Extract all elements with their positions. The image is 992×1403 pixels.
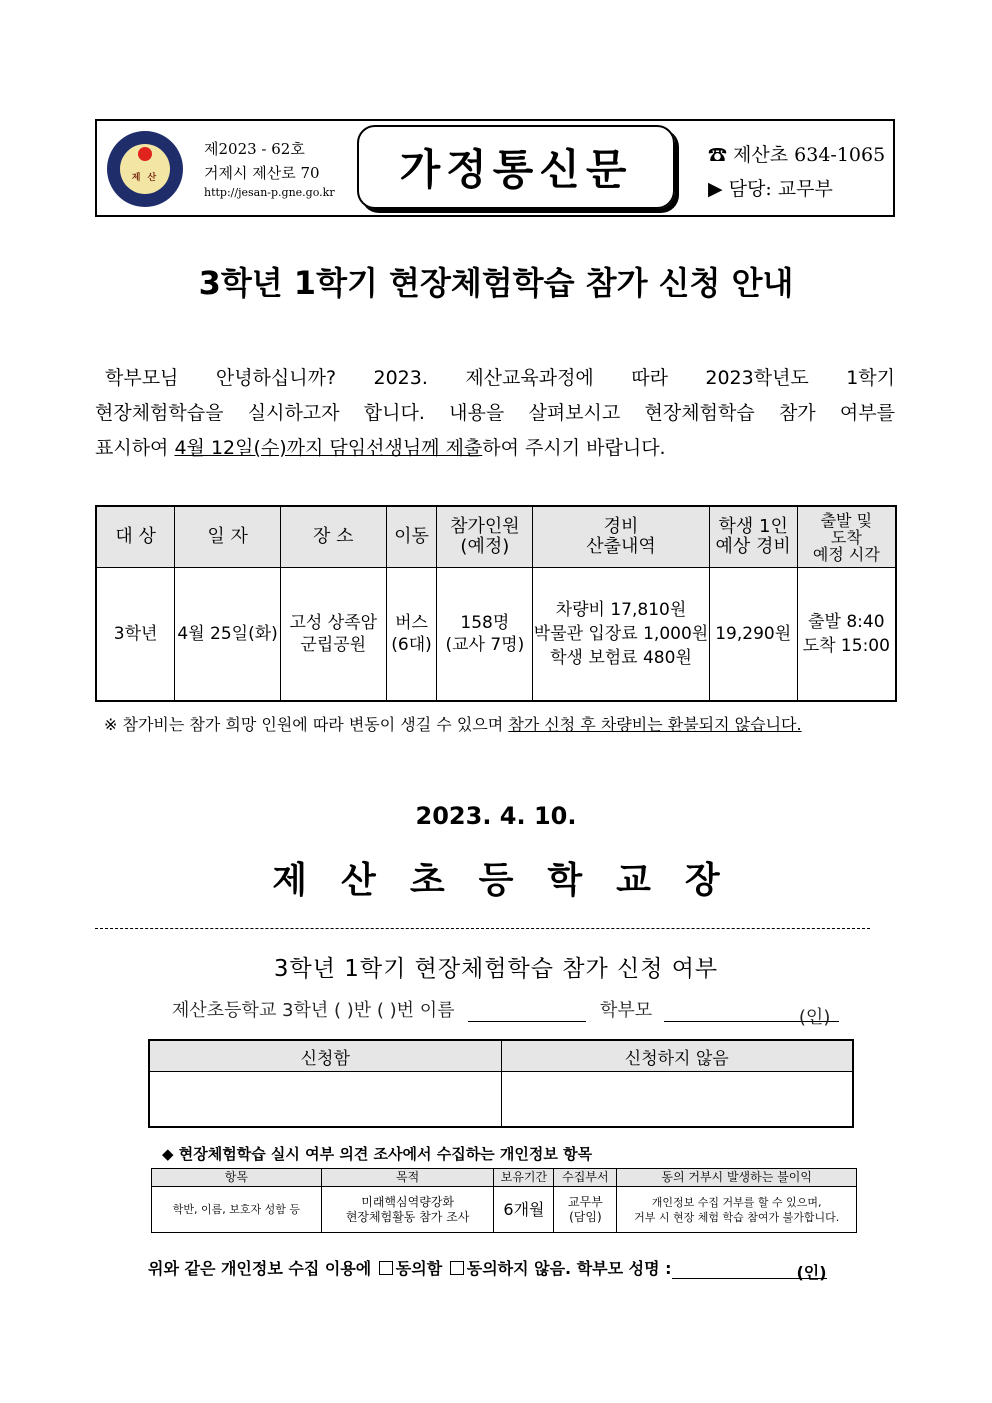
cell-cost-per-student: 19,290원 bbox=[709, 568, 797, 702]
intro-word: 여부를 bbox=[839, 402, 895, 424]
table-header-row bbox=[96, 506, 896, 568]
cell-place: 고성 상족암 군립공원 bbox=[280, 568, 386, 702]
intro-word: 참가 bbox=[778, 402, 816, 424]
disagree-label: 동의하지 않음. bbox=[466, 1259, 572, 1278]
cell-times: 출발 8:40 도착 15:00 bbox=[797, 568, 896, 702]
form-title: 3학년 1학기 현장체험학습 참가 신청 여부 bbox=[273, 956, 719, 982]
school-address: 거제시 제산로 70 bbox=[204, 164, 320, 182]
school-class-label: 제산초등학교 3학년 ( )반 ( )번 이름 bbox=[172, 1000, 455, 1021]
logo-text: 제 산 bbox=[131, 172, 159, 183]
intro-word: 내용을 bbox=[449, 402, 505, 424]
privacy-header-purpose: 목적 bbox=[321, 1169, 494, 1187]
consent-label: 위와 같은 개인정보 수집 이용에 bbox=[148, 1259, 372, 1278]
school-logo bbox=[107, 131, 183, 207]
disagree-checkbox[interactable] bbox=[450, 1261, 464, 1275]
privacy-disadvantage: 개인정보 수집 거부를 할 수 있으며, 거부 시 현장 체험 학습 참여가 불가합니다. bbox=[617, 1187, 857, 1233]
intro-word: 학부모님 bbox=[105, 367, 179, 389]
principal-signature: 제산초등학교장 bbox=[272, 860, 754, 901]
header-target: 대 상 bbox=[96, 506, 175, 568]
consent-seal: (인) bbox=[796, 1263, 827, 1282]
intro-word: 따라 bbox=[631, 367, 668, 389]
privacy-purpose: 미래핵심역량강화 현장체험활동 참가 조사 bbox=[321, 1187, 494, 1233]
refund-note bbox=[104, 712, 802, 735]
parent-label: 학부모 bbox=[600, 1000, 653, 1021]
intro-word: 2023학년도 bbox=[705, 367, 809, 389]
intro-word: 합니다. bbox=[363, 402, 425, 424]
privacy-header-dept: 수집부서 bbox=[554, 1169, 617, 1187]
sign-label: 학부모 성명 : bbox=[576, 1259, 672, 1278]
intro-text: 하여 주시기 바랍니다. bbox=[482, 437, 666, 459]
intro-word: 1학기 bbox=[846, 367, 895, 389]
intro-word: 제산교육과정에 bbox=[465, 367, 594, 389]
cut-line bbox=[95, 928, 870, 929]
header-date: 일 자 bbox=[175, 506, 281, 568]
intro-word: 2023. bbox=[373, 367, 428, 389]
logo-ball-icon bbox=[138, 147, 152, 161]
note-underlined: 참가 신청 후 차량비는 환불되지 않습니다. bbox=[508, 715, 802, 734]
privacy-header-item: 항목 bbox=[152, 1169, 322, 1187]
cell-target: 3학년 bbox=[96, 568, 175, 702]
intro-word: 살펴보시고 bbox=[528, 402, 621, 424]
name-field[interactable] bbox=[468, 1003, 586, 1022]
table-row bbox=[152, 1187, 857, 1233]
privacy-period: 6개월 bbox=[494, 1187, 554, 1233]
school-url[interactable]: http://jesan-p.gne.go.kr bbox=[204, 186, 335, 199]
choice-decline-header: 신청하지 않음 bbox=[501, 1040, 853, 1072]
header-transport: 이동 bbox=[386, 506, 437, 568]
seal-line bbox=[798, 1003, 839, 1028]
intro-word: 실시하고자 bbox=[247, 402, 340, 424]
privacy-header-period: 보유기간 bbox=[494, 1169, 554, 1187]
issue-date: 2023. 4. 10. bbox=[415, 802, 577, 830]
deadline-text: 4월 12일(수)까지 담임선생님께 제출 bbox=[174, 437, 483, 459]
note-text: ※ 참가비는 참가 희망 인원에 따라 변동이 생길 수 있으며 bbox=[104, 715, 509, 734]
header-place: 장 소 bbox=[280, 506, 386, 568]
header-times: 출발 및 도착 예정 시각 bbox=[797, 506, 896, 568]
intro-text: 표시하여 bbox=[95, 437, 175, 459]
consent-line bbox=[148, 1256, 827, 1282]
agree-label: 동의함 bbox=[395, 1259, 443, 1278]
choice-decline-cell[interactable] bbox=[501, 1072, 853, 1128]
privacy-table bbox=[151, 1168, 857, 1233]
newsletter-banner: 가정통신문 bbox=[357, 125, 675, 209]
phone-number: ☎ 제산초 634-1065 bbox=[708, 144, 886, 166]
privacy-item: 학반, 이름, 보호자 성함 등 bbox=[152, 1187, 322, 1233]
header-cost-per-student: 학생 1인 예상 경비 bbox=[709, 506, 797, 568]
cell-transport: 버스 (6대) bbox=[386, 568, 437, 702]
choice-table bbox=[148, 1039, 854, 1128]
choice-apply-header: 신청함 bbox=[149, 1040, 501, 1072]
choice-apply-cell[interactable] bbox=[149, 1072, 501, 1128]
intro-word: 현장체험학습을 bbox=[95, 402, 224, 424]
intro-word: 안녕하십니까? bbox=[215, 367, 337, 389]
privacy-dept: 교무부 (담임) bbox=[554, 1187, 617, 1233]
parent-signature-field[interactable] bbox=[672, 1260, 827, 1282]
trip-info-table bbox=[95, 505, 897, 702]
intro-line-1 bbox=[95, 361, 895, 396]
manager-dept: ▶ 담당: 교무부 bbox=[708, 178, 833, 200]
privacy-heading: ◆ 현장체험학습 실시 여부 의견 조사에서 수집하는 개인정보 항목 bbox=[162, 1145, 593, 1163]
intro-paragraph bbox=[95, 361, 895, 466]
intro-word: 현장체험학습 bbox=[644, 402, 755, 424]
cell-participants: 158명 (교사 7명) bbox=[437, 568, 533, 702]
page-title: 3학년 1학기 현장체험학습 참가 신청 안내 bbox=[198, 264, 794, 302]
cell-cost-detail: 차량비 17,810원 박물관 입장료 1,000원 학생 보험료 480원 bbox=[533, 568, 710, 702]
header-cost-detail: 경비 산출내역 bbox=[533, 506, 710, 568]
intro-line-2 bbox=[95, 396, 895, 431]
privacy-header-disadvantage: 동의 거부시 발생하는 불이익 bbox=[617, 1169, 857, 1187]
seal-text: (인) bbox=[798, 1007, 831, 1028]
cell-date: 4월 25일(화) bbox=[175, 568, 281, 702]
agree-checkbox[interactable] bbox=[379, 1261, 393, 1275]
form-student-line bbox=[172, 996, 839, 1028]
intro-line-3 bbox=[95, 431, 895, 466]
table-row bbox=[96, 568, 896, 702]
header-participants: 참가인원 (예정) bbox=[437, 506, 533, 568]
parent-name-field[interactable] bbox=[664, 1003, 799, 1022]
issue-number: 제2023 - 62호 bbox=[204, 140, 305, 158]
